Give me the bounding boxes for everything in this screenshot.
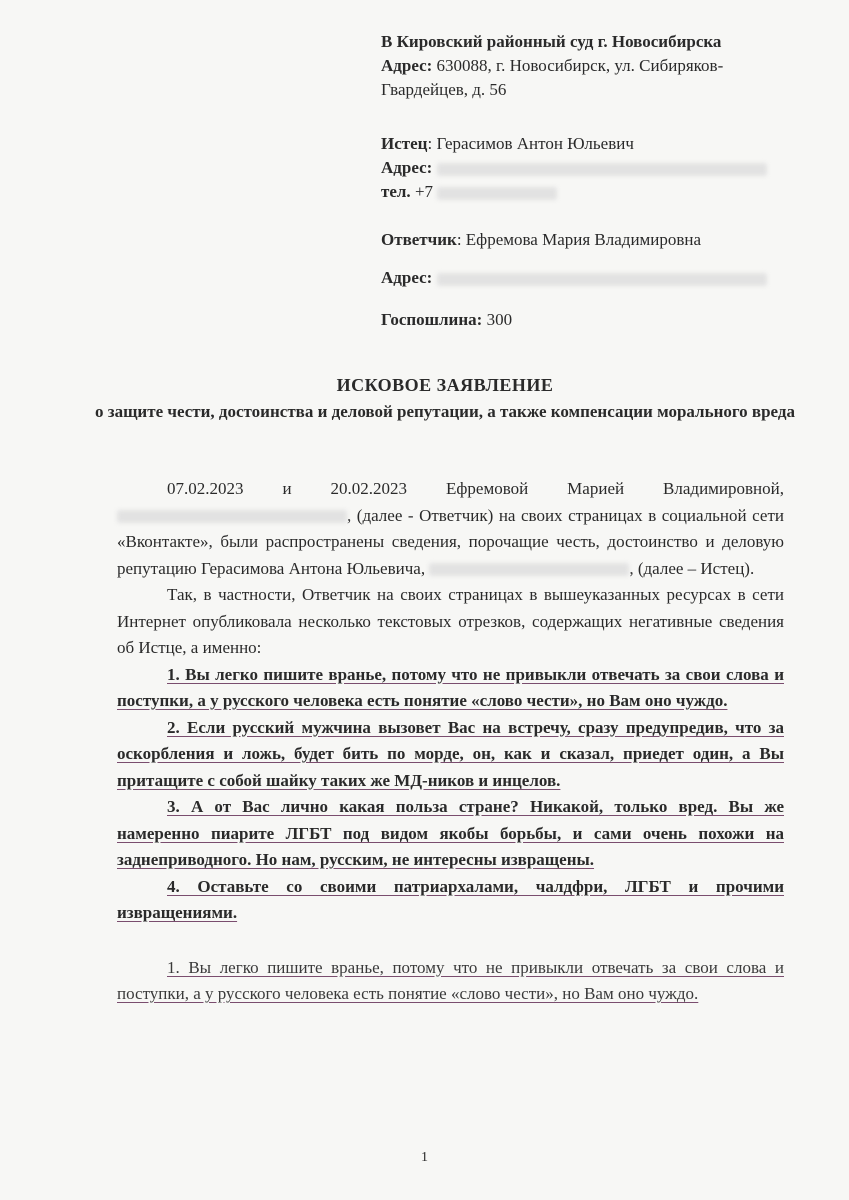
plaintiff-phone: тел. +7: [381, 180, 801, 204]
quote-1: 1. Вы легко пишите вранье, потому что не привыкли отвечать за свои слова и поступки, а у русского человека есть понятие «слово чести», но Вам оно чуждо.: [117, 664, 784, 710]
document-subtitle: о защите чести, достоинства и деловой репутации, а также компенсации морального вреда: [95, 402, 795, 421]
redacted-plaintiff-phone: [437, 187, 557, 200]
redacted-plaintiff-address: [437, 163, 767, 176]
document-title: ИСКОВОЕ ЗАЯВЛЕНИЕ: [336, 375, 554, 395]
quote-3: 3. А от Вас лично какая польза стране? Никакой, только вред. Вы же намеренно пиарите ЛГБТ под видом якобы борьбы, и сами очень похожи на заднеприводного. Но нам, русским, не интересны извращены.: [117, 797, 784, 869]
quote-4: 4. Оставьте со своими патриархалами, чалдфри, ЛГБТ и прочими извращениями.: [117, 876, 784, 922]
state-fee: Госпошлина: 300: [381, 310, 513, 329]
repeated-quote-1: 1. Вы легко пишите вранье, потому что не привыкли отвечать за свои слова и поступки, а у русского человека есть понятие «слово чести», но Вам оно чуждо.: [117, 957, 784, 1003]
court-name: В Кировский районный суд г. Новосибирска: [381, 32, 722, 51]
address-block: [381, 30, 801, 332]
defendant: Ответчик: Ефремова Мария Владимировна: [381, 230, 702, 249]
redacted-plaintiff-info: [429, 563, 629, 576]
plaintiff-address: Адрес:: [381, 156, 801, 180]
court-address: Адрес: 630088, г. Новосибирск, ул. Сибиряков-Гвардейцев, д. 56: [381, 56, 724, 99]
page-number: 1: [421, 1150, 428, 1165]
defendant-address: Адрес:: [381, 266, 801, 290]
paragraph-1: 07.02.2023 и 20.02.2023 Ефремовой Марией Владимировной, , (далее - Ответчик) на своих страницах в социальной сети «Вконтакте», были распространены сведения, порочащие честь, достоинство и деловую репутацию Герасимова Антона Юльевича, , (далее – Истец).: [117, 479, 784, 578]
paragraph-2: Так, в частности, Ответчик на своих страницах в вышеуказанных ресурсах в сети Интернет опубликовала несколько текстовых отрезков, содержащих негативные сведения об Истце, а именно:: [117, 585, 784, 657]
quote-2: 2. Если русский мужчина вызовет Вас на встречу, сразу предупредив, что за оскорбления и ложь, будет бить по морде, он, как и сказал, приедет один, а Вы притащите с собой шайку таких же МД-ников и инцелов.: [117, 717, 784, 790]
document-body: [117, 476, 784, 1008]
redacted-defendant-address: [437, 273, 767, 286]
redacted-defendant-info: [117, 510, 347, 523]
plaintiff: Истец: Герасимов Антон Юльевич: [381, 134, 634, 153]
